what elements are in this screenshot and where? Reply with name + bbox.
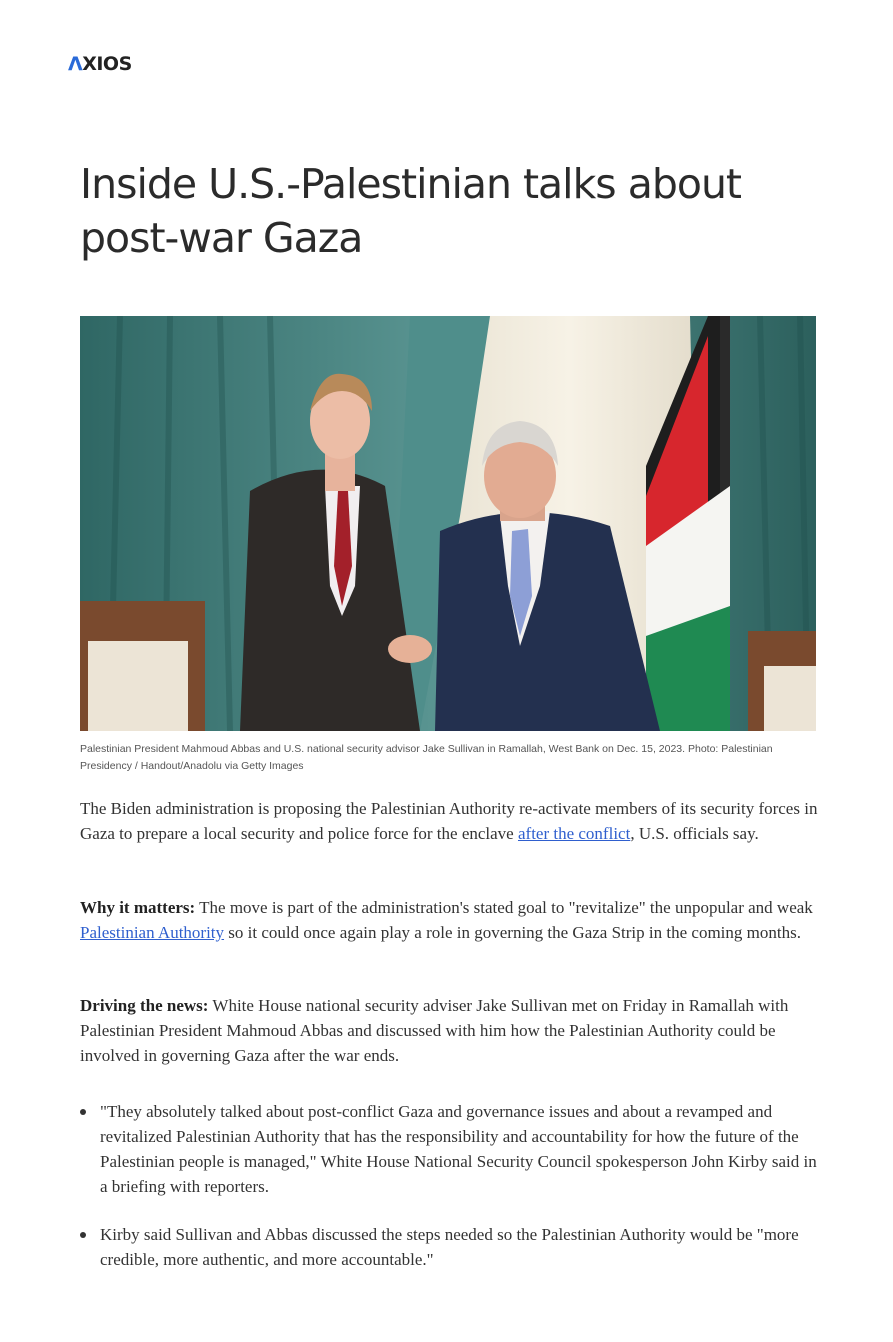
list-item-text: Kirby said Sullivan and Abbas discussed the steps needed so the Palestinian Authority would be "more credible, more authentic, and more accountable." [100, 1225, 799, 1269]
bullet-icon [80, 1109, 86, 1115]
why-it-matters-text: The move is part of the administration's stated goal to "revitalize" the unpopular and weak [195, 898, 813, 917]
quote-list [80, 1099, 825, 1272]
logo-mark: Λ [68, 53, 83, 75]
intro-paragraph [80, 796, 825, 846]
article-headline: Inside U.S.-Palestinian talks about post-war Gaza [80, 160, 741, 262]
list-item [80, 1222, 825, 1272]
driving-the-news-paragraph [80, 993, 825, 1068]
why-it-matters-paragraph [80, 895, 825, 945]
logo-wordmark: XIOS [82, 53, 132, 75]
driving-the-news-label: Driving the news: [80, 996, 209, 1015]
why-it-matters-label: Why it matters: [80, 898, 196, 917]
why-it-matters-text-end: so it could once again play a role in governing the Gaza Strip in the coming months. [224, 923, 801, 942]
intro-text-end: , U.S. officials say. [630, 824, 759, 843]
palestinian-authority-link[interactable]: Palestinian Authority [80, 923, 225, 942]
photo-caption: Palestinian President Mahmoud Abbas and U.S. national security advisor Jake Sullivan in Ramallah, West Bank on Dec. 15, 2023. Photo: Palestinian Presidency / Handout/Anadolu via Getty Images [80, 743, 773, 772]
after-the-conflict-link[interactable]: after the conflict [517, 824, 631, 843]
list-item [80, 1099, 825, 1199]
intro-text: The Biden administration is proposing the Palestinian Authority re-activate members of its security forces in Gaza to prepare a local security and police force for the enclave [80, 799, 818, 843]
driving-the-news-text: White House national security adviser Jake Sullivan met on Friday in Ramallah with Palestinian President Mahmoud Abbas and discussed with him how the Palestinian Authority could be involved in governing Gaza after the war ends. [80, 996, 789, 1065]
article-photo [80, 316, 816, 731]
bullet-icon [80, 1232, 86, 1238]
axios-logo[interactable] [68, 53, 132, 75]
list-item-text: "They absolutely talked about post-conflict Gaza and governance issues and about a revamped and revitalized Palestinian Authority that has the responsibility and accountability for how the future of the Palestinian people is managed," White House National Security Council spokesperson John Kirby said in a briefing with reporters. [100, 1102, 817, 1196]
